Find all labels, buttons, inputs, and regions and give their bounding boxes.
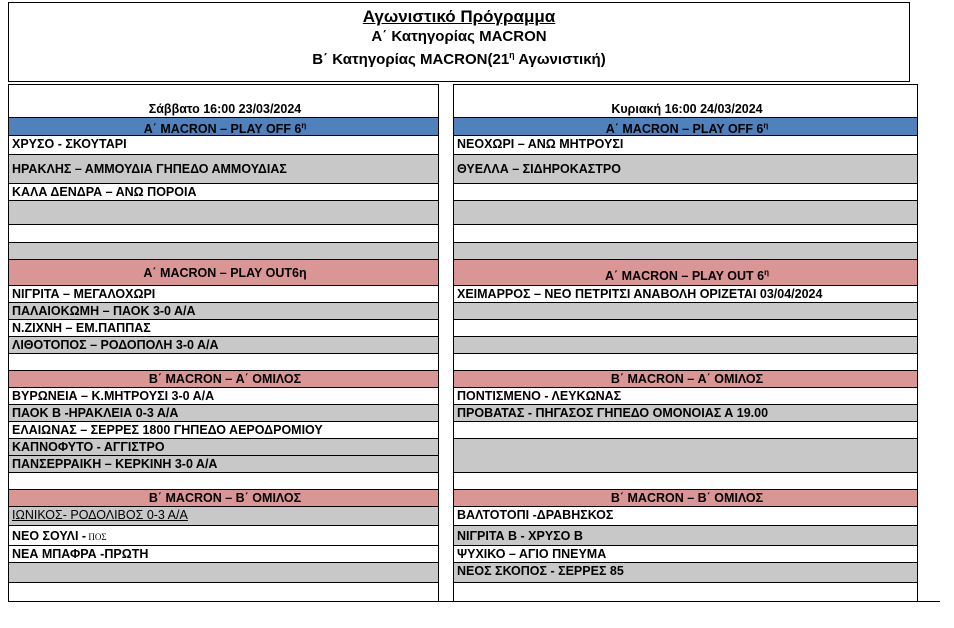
match-row: Ν.ΖΙΧΝΗ – ΕΜ.ΠΑΠΠΑΣ [9, 320, 438, 337]
match-row: ΝΕΟ ΣΟΥΛΙ - ΠΟΣ [9, 526, 438, 546]
match-row: ΒΑΛΤΟΤΟΠΙ -ΔΡΑΒΗΣΚΟΣ [454, 507, 917, 526]
empty-row [9, 201, 438, 225]
match-row: ΚΑΠΝΟΦΥΤΟ - ΑΓΓΙΣΤΡΟ [9, 439, 438, 456]
empty-row [9, 243, 438, 260]
match-row: ΗΡΑΚΛΗΣ – ΑΜΜΟΥΔΙΑ ΓΗΠΕΔΟ ΑΜΜΟΥΔΙΑΣ [9, 155, 438, 184]
category-a-subtitle: Α΄ Κατηγορίας MACRON [371, 28, 547, 45]
page-title: Αγωνιστικό Πρόγραμμα [362, 7, 556, 26]
empty-row [454, 184, 917, 201]
match-row: ΚΑΛΑ ΔΕΝΔΡΑ – ΑΝΩ ΠΟΡΟΙΑ [9, 184, 438, 201]
match-row: ΠΟΝΤΙΣΜΕΝΟ - ΛΕΥΚΩΝΑΣ [454, 388, 917, 405]
match-row: ΝΕΟΧΩΡΙ – ΑΝΩ ΜΗΤΡΟΥΣΙ [454, 136, 917, 155]
empty-row [454, 422, 917, 439]
category-b-subtitle: Β΄ Κατηγορίας $MACRON(21^\eta$ Αγωνιστική) [312, 50, 606, 68]
empty-row [9, 354, 438, 371]
saturday-play-out-header: Α΄ MACRON – PLAY OUT6η [9, 260, 438, 286]
match-row: ΝΕΟΣ ΣΚΟΠΟΣ - ΣΕΡΡΕΣ 85 [454, 563, 917, 583]
match-row: ΛΙΘΟΤΟΠΟΣ – ΡΟΔΟΠΟΛΗ 3-0 Α/Α [9, 337, 438, 354]
match-row: ΙΩΝΙΚΟΣ- ΡΟΔΟΛΙΒΟΣ 0-3 Α/Α [9, 507, 438, 526]
empty-row [454, 320, 917, 337]
match-row: ΝΙΓΡΙΤΑ Β - ΧΡΥΣΟ Β [454, 526, 917, 546]
match-row: ΧΡΥΣΟ - ΣΚΟΥΤΑΡΙ [9, 136, 438, 155]
match-row: ΧΕΙΜΑΡΡΟΣ – ΝΕΟ ΠΕΤΡΙΤΣΙ ΑΝΑΒΟΛΗ ΟΡΙΖΕΤΑΙ 03/04/2024 [454, 286, 917, 303]
match-row: ΘΥΕΛΛΑ – ΣΙΔΗΡΟΚΑΣΤΡΟ [454, 155, 917, 184]
match-row: ΕΛΑΙΩΝΑΣ – ΣΕΡΡΕΣ 1800 ΓΗΠΕΔΟ ΑΕΡΟΔΡΟΜΙΟΥ [9, 422, 438, 439]
match-row: ΒΥΡΩΝΕΙΑ – Κ.ΜΗΤΡΟΥΣΙ 3-0 Α/Α [9, 388, 438, 405]
empty-row [454, 473, 917, 490]
empty-row [454, 337, 917, 354]
saturday-play-off-header: Α΄ MACRON – PLAY OFF $6^\eta$ [9, 118, 438, 136]
match-row: ΠΑΝΣΕΡΡΑΙΚΗ – ΚΕΡΚΙΝΗ 3-0 Α/Α [9, 456, 438, 473]
schedule-header [8, 2, 910, 82]
empty-row [454, 201, 917, 225]
match-row: ΠΑΛΑΙΟΚΩΜΗ – ΠΑΟΚ 3-0 Α/Α [9, 303, 438, 320]
saturday-column [8, 84, 439, 602]
bottom-divider [8, 601, 940, 602]
match-row: ΠΡΟΒΑΤΑΣ - ΠΗΓΑΣΟΣ ΓΗΠΕΔΟ ΟΜΟΝΟΙΑΣ Α 19.00 [454, 405, 917, 422]
empty-row [454, 243, 917, 260]
match-row: ΨΥΧΙΚΟ – ΑΓΙΟ ΠΝΕΥΜΑ [454, 546, 917, 563]
empty-row [454, 303, 917, 320]
sunday-date: Κυριακή 16:00 24/03/2024 [454, 101, 917, 118]
match-row: ΝΕΑ ΜΠΑΦΡΑ -ΠΡΩΤΗ [9, 546, 438, 563]
saturday-group-b-header: Β΄ MACRON – Β΄ ΟΜΙΛΟΣ [9, 490, 438, 507]
sunday-group-b-header: Β΄ MACRON – Β΄ ΟΜΙΛΟΣ [454, 490, 917, 507]
empty-row [454, 225, 917, 243]
empty-row [454, 439, 917, 473]
empty-row [9, 225, 438, 243]
match-row: ΠΑΟΚ Β -ΗΡΑΚΛΕΙΑ 0-3 Α/Α [9, 405, 438, 422]
sunday-play-off-header: Α΄ MACRON – PLAY OFF $6^\eta$ [454, 118, 917, 136]
match-row: ΝΙΓΡΙΤΑ – ΜΕΓΑΛΟΧΩΡΙ [9, 286, 438, 303]
saturday-group-a-header: Β΄ MACRON – Α΄ ΟΜΙΛΟΣ [9, 371, 438, 388]
sunday-group-a-header: Β΄ MACRON – Α΄ ΟΜΙΛΟΣ [454, 371, 917, 388]
saturday-date: Σάββατο 16:00 23/03/2024 [9, 101, 438, 118]
empty-row [454, 354, 917, 371]
sunday-play-out-header: Α΄ MACRON – PLAY OUT $6^\eta$ [454, 260, 917, 286]
sunday-column [453, 84, 918, 602]
empty-row [9, 473, 438, 490]
empty-row [9, 563, 438, 583]
